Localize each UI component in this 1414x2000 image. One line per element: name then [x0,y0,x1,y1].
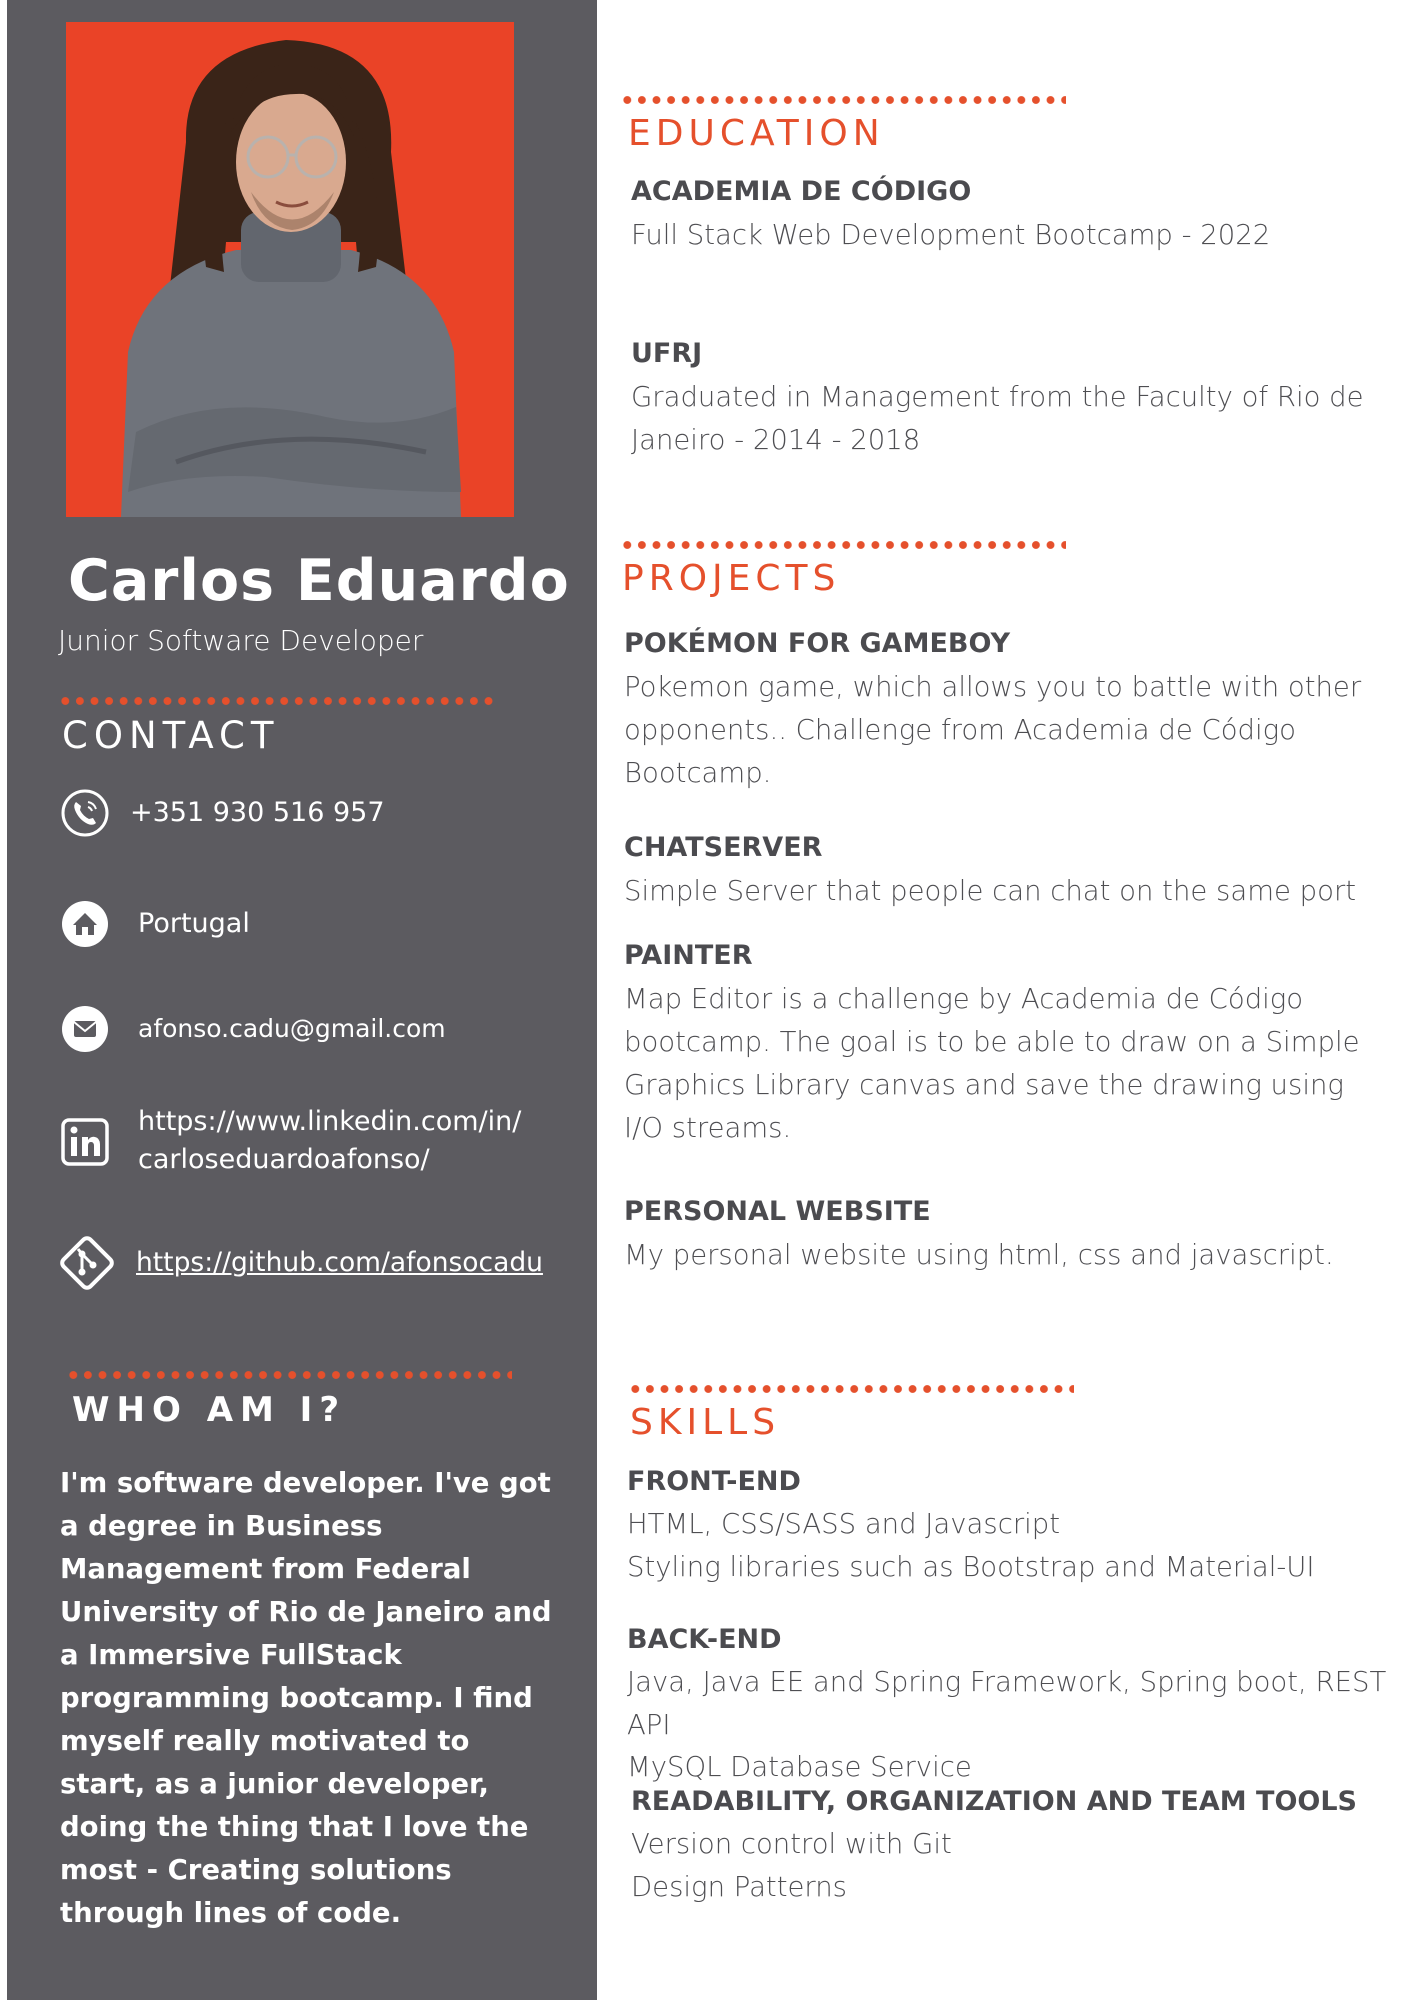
home-icon [60,899,110,949]
project-description: Map Editor is a challenge by Academia de Código bootcamp. The goal is to be able to draw on a Simple Graphics Library canvas and save the drawing using I/O streams. [624,983,1360,1144]
skill-line: HTML, CSS/SASS and Javascript [627,1508,1061,1540]
education-school: ACADEMIA DE CÓDIGO [631,176,972,207]
project-description: Pokemon game, which allows you to battle with other opponents.. Challenge from Academia de Código Bootcamp. [624,671,1362,789]
contact-linkedin [60,1103,533,1179]
skills-title: SKILLS [630,1402,781,1443]
education-detail: Graduated in Management from the Faculty of Rio de Janeiro - 2014 - 2018 [631,381,1364,456]
skill-line: MySQL Database Service [627,1751,972,1783]
contact-phone [60,788,385,838]
contact-github [60,1232,543,1294]
project-name: CHATSERVER [624,832,823,863]
skill-group-title: BACK-END [627,1624,782,1655]
education-school: UFRJ [631,338,703,369]
mail-icon [60,1004,110,1054]
skill-group-title: FRONT-END [627,1466,801,1497]
skill-line: Design Patterns [631,1871,847,1903]
contact-divider [58,696,496,706]
candidate-name: Carlos Eduardo [68,548,570,614]
skills-divider [628,1384,1074,1394]
git-icon [56,1232,118,1294]
contact-email [60,1004,446,1054]
education-title: EDUCATION [628,113,885,154]
projects-title: PROJECTS [622,558,841,599]
about-title: WHO AM I? [72,1390,347,1430]
education-detail: Full Stack Web Development Bootcamp - 2022 [631,219,1271,251]
skill-line: Java, Java EE and Spring Framework, Spring boot, REST API [627,1666,1387,1741]
project-name: PERSONAL WEBSITE [624,1196,931,1227]
skill-group-title: READABILITY, ORGANIZATION AND TEAM TOOLS [631,1786,1358,1817]
projects-divider [620,540,1066,550]
github-link[interactable]: https://github.com/afonsocadu [136,1247,543,1278]
education-divider [620,95,1066,105]
linkedin-icon [60,1117,110,1167]
project-description: Simple Server that people can chat on the same port [624,875,1357,907]
project-name: POKÉMON FOR GAMEBOY [624,628,1011,659]
contact-location [60,899,250,949]
phone-icon [60,788,110,838]
location-text: Portugal [138,908,250,939]
project-name: PAINTER [624,940,753,971]
skill-line: Version control with Git [631,1828,952,1860]
contact-title: CONTACT [62,714,280,757]
candidate-role: Junior Software Developer [58,624,424,657]
about-divider [66,1370,512,1380]
email-link[interactable]: afonso.cadu@gmail.com [138,1014,446,1043]
about-text: I'm software developer. I've got a degree in Business Management from Federal University of Rio de Janeiro and a Immersive FullStack programming bootcamp. I find myself really motivated to start, as a junior developer, doing the thing that I love the most - Creating solutions through lines of code. [60,1467,552,1929]
profile-photo [66,22,514,517]
skill-line: Styling libraries such as Bootstrap and Material-UI [627,1551,1315,1583]
phone-number: +351 930 516 957 [130,797,385,828]
linkedin-link[interactable]: https://www.linkedin.com/in/carloseduardoafonso/ [138,1106,522,1175]
page-edge [0,0,7,2000]
project-description: My personal website using html, css and javascript. [624,1239,1334,1271]
